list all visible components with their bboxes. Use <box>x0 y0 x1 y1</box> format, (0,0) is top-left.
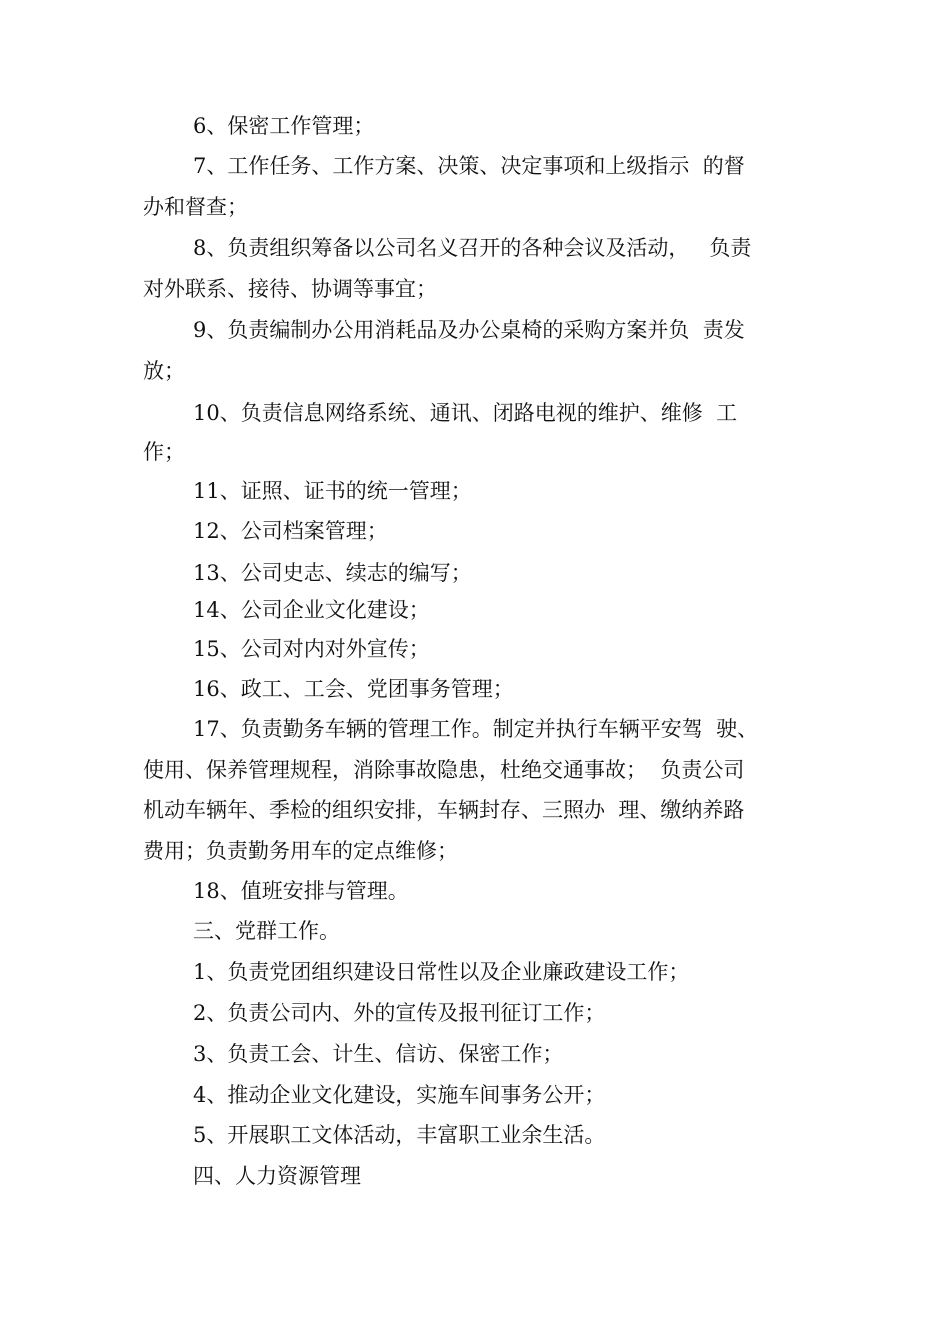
item-17-continued-1: 使用、保养管理规程，消除事故隐患，杜绝交通事故； 负责公司 <box>143 758 745 782</box>
item-8-continued: 对外联系、接待、协调等事宜； <box>143 277 437 301</box>
section3-item-5: 5、开展职工文体活动，丰富职工业余生活。 <box>193 1123 606 1147</box>
section-heading-4: 四、人力资源管理 <box>193 1164 361 1188</box>
item-12: 12、公司档案管理； <box>193 519 388 543</box>
item-10-continued: 作； <box>143 440 185 464</box>
item-17-continued-3: 费用；负责勤务用车的定点维修； <box>143 839 458 863</box>
item-7-continued: 办和督查； <box>143 195 248 219</box>
section3-item-3: 3、负责工会、计生、信访、保密工作； <box>193 1042 564 1066</box>
section-heading-3: 三、党群工作。 <box>193 919 340 943</box>
item-17-continued-2: 机动车辆年、季检的组织安排，车辆封存、三照办 理、缴纳养路 <box>143 798 745 822</box>
item-15: 15、公司对内对外宣传； <box>193 637 430 661</box>
item-14: 14、公司企业文化建设； <box>193 598 430 622</box>
section3-item-2: 2、负责公司内、外的宣传及报刊征订工作； <box>193 1001 606 1025</box>
item-13: 13、公司史志、续志的编写； <box>193 561 472 585</box>
item-18: 18、值班安排与管理。 <box>193 879 409 903</box>
item-17: 17、负责勤务车辆的管理工作。制定并执行车辆平安驾 驶、 <box>193 717 759 741</box>
section3-item-4: 4、推动企业文化建设，实施车间事务公开； <box>193 1083 606 1107</box>
item-7: 7、工作任务、工作方案、决策、决定事项和上级指示 的督 <box>193 154 745 178</box>
item-16: 16、政工、工会、党团事务管理； <box>193 677 514 701</box>
item-8: 8、负责组织筹备以公司名义召开的各种会议及活动， 负责 <box>193 236 752 260</box>
section3-item-1: 1、负责党团组织建设日常性以及企业廉政建设工作； <box>193 960 690 984</box>
item-9: 9、负责编制办公用消耗品及办公桌椅的采购方案并负 责发 <box>193 318 745 342</box>
item-10: 10、负责信息网络系统、通讯、闭路电视的维护、维修 工 <box>193 401 738 425</box>
item-9-continued: 放； <box>143 359 185 383</box>
item-11: 11、证照、证书的统一管理； <box>193 479 472 503</box>
item-6: 6、保密工作管理； <box>193 114 375 138</box>
